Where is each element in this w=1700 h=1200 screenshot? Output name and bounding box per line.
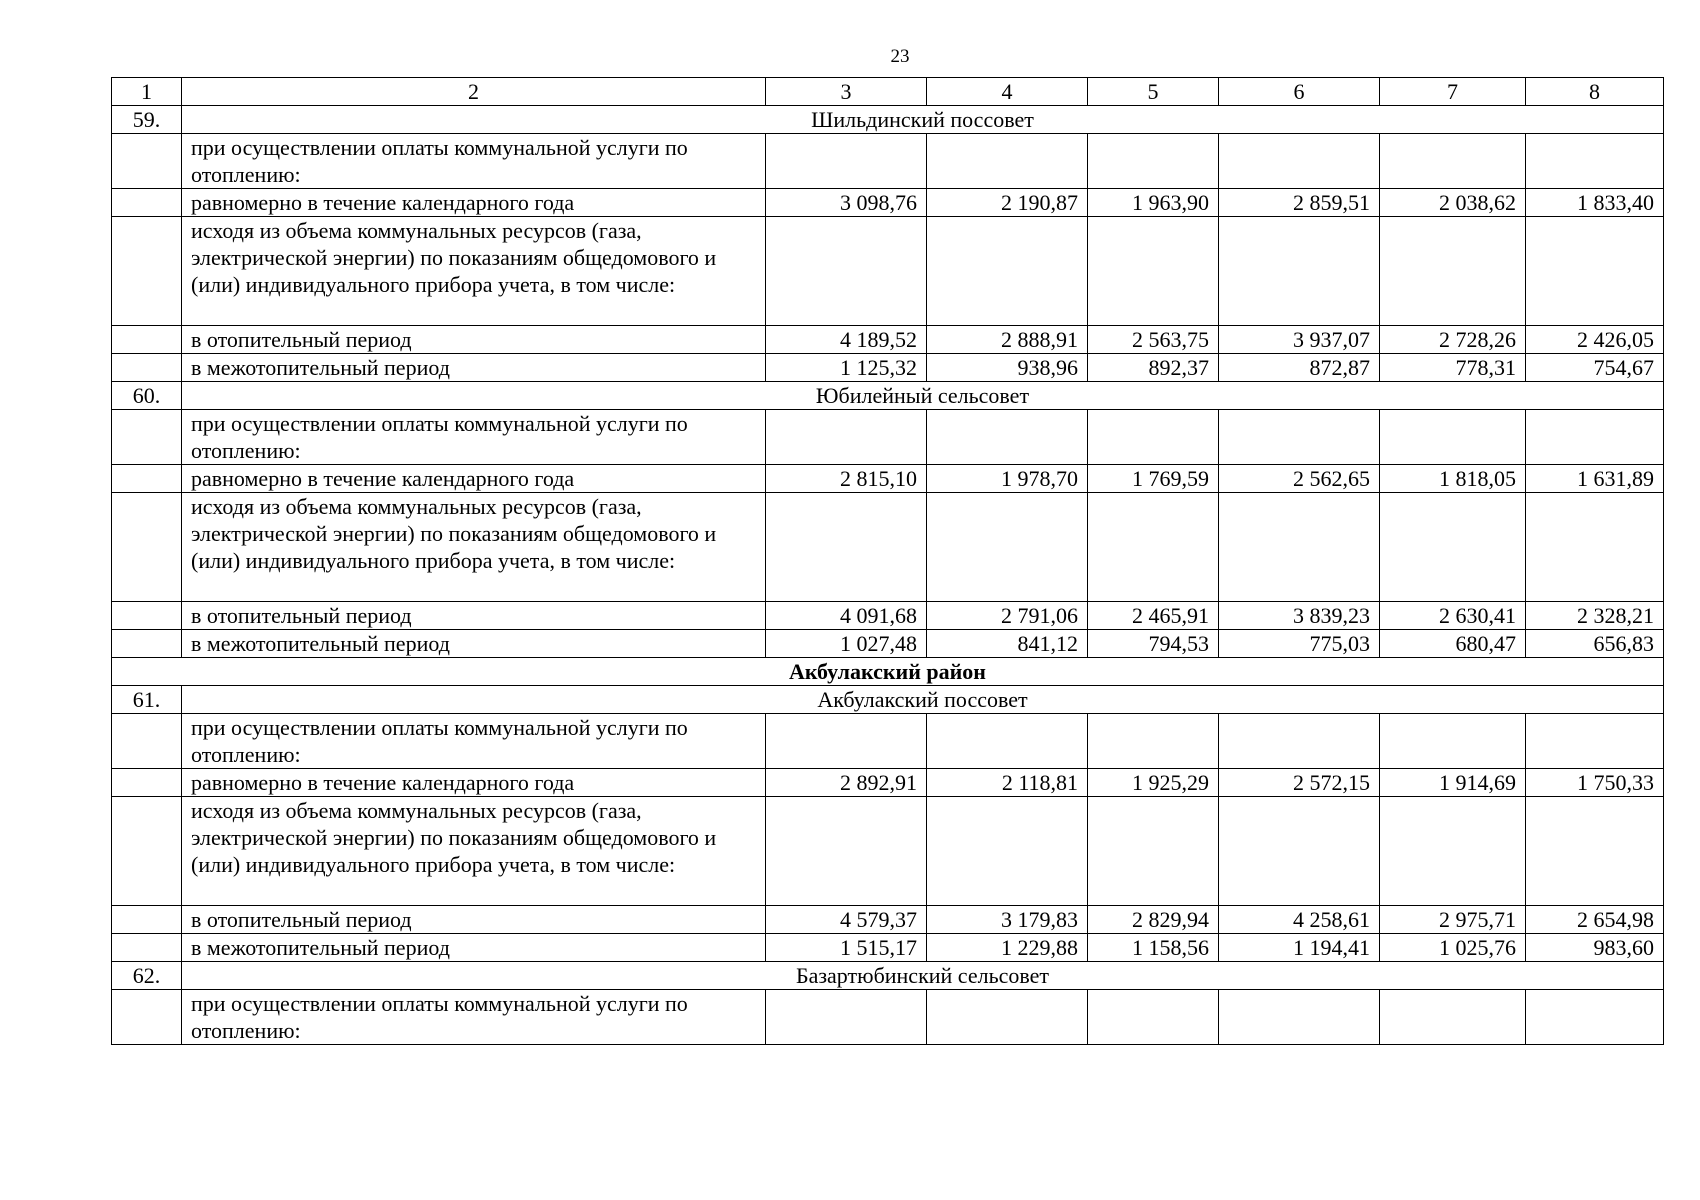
empty-value-cell bbox=[766, 990, 927, 1045]
row-index: 60. bbox=[112, 382, 182, 410]
empty-value-cell bbox=[1088, 990, 1219, 1045]
empty-index-cell bbox=[112, 354, 182, 382]
empty-index-cell bbox=[112, 134, 182, 189]
table-row bbox=[112, 189, 1664, 217]
empty-value-cell bbox=[1219, 410, 1380, 465]
table-row bbox=[112, 630, 1664, 658]
row-label: исходя из объема коммунальных ресурсов (газа, электрической энергии) по показаниям общедомового и (или) индивидуального прибора учета, в том числе: bbox=[182, 217, 766, 326]
settlement-row bbox=[112, 382, 1664, 410]
value-cell: 1 833,40 bbox=[1526, 189, 1664, 217]
empty-index-cell bbox=[112, 797, 182, 906]
value-cell: 754,67 bbox=[1526, 354, 1664, 382]
value-cell: 2 563,75 bbox=[1088, 326, 1219, 354]
value-cell: 983,60 bbox=[1526, 934, 1664, 962]
row-label: при осуществлении оплаты коммунальной услуги по отоплению: bbox=[182, 410, 766, 465]
column-number-cell: 4 bbox=[927, 78, 1088, 106]
value-cell: 1 978,70 bbox=[927, 465, 1088, 493]
empty-value-cell bbox=[1526, 410, 1664, 465]
value-cell: 1 818,05 bbox=[1380, 465, 1526, 493]
empty-value-cell bbox=[927, 990, 1088, 1045]
value-cell: 2 426,05 bbox=[1526, 326, 1664, 354]
column-number-row bbox=[112, 78, 1664, 106]
settlement-row bbox=[112, 686, 1664, 714]
empty-value-cell bbox=[1526, 217, 1664, 326]
value-cell: 892,37 bbox=[1088, 354, 1219, 382]
value-cell: 3 937,07 bbox=[1219, 326, 1380, 354]
settlement-row bbox=[112, 962, 1664, 990]
row-label: при осуществлении оплаты коммунальной услуги по отоплению: bbox=[182, 990, 766, 1045]
column-number-cell: 8 bbox=[1526, 78, 1664, 106]
empty-value-cell bbox=[766, 493, 927, 602]
row-label: в отопительный период bbox=[182, 326, 766, 354]
empty-value-cell bbox=[927, 410, 1088, 465]
empty-value-cell bbox=[1380, 990, 1526, 1045]
empty-value-cell bbox=[1219, 134, 1380, 189]
value-cell: 2 465,91 bbox=[1088, 602, 1219, 630]
table-row bbox=[112, 326, 1664, 354]
empty-index-cell bbox=[112, 714, 182, 769]
row-label: равномерно в течение календарного года bbox=[182, 769, 766, 797]
description-row bbox=[112, 134, 1664, 189]
row-label: при осуществлении оплаты коммунальной услуги по отоплению: bbox=[182, 134, 766, 189]
empty-value-cell bbox=[766, 714, 927, 769]
empty-index-cell bbox=[112, 630, 182, 658]
empty-value-cell bbox=[927, 217, 1088, 326]
empty-value-cell bbox=[927, 797, 1088, 906]
empty-value-cell bbox=[1088, 493, 1219, 602]
value-cell: 1 914,69 bbox=[1380, 769, 1526, 797]
empty-index-cell bbox=[112, 189, 182, 217]
value-cell: 778,31 bbox=[1380, 354, 1526, 382]
empty-value-cell bbox=[1380, 714, 1526, 769]
value-cell: 1 750,33 bbox=[1526, 769, 1664, 797]
value-cell: 2 829,94 bbox=[1088, 906, 1219, 934]
empty-value-cell bbox=[766, 797, 927, 906]
description-row bbox=[112, 990, 1664, 1045]
description-row bbox=[112, 410, 1664, 465]
value-cell: 3 839,23 bbox=[1219, 602, 1380, 630]
value-cell: 2 728,26 bbox=[1380, 326, 1526, 354]
value-cell: 656,83 bbox=[1526, 630, 1664, 658]
empty-value-cell bbox=[1380, 217, 1526, 326]
empty-value-cell bbox=[1219, 493, 1380, 602]
value-cell: 2 630,41 bbox=[1380, 602, 1526, 630]
empty-value-cell bbox=[1526, 714, 1664, 769]
value-cell: 4 189,52 bbox=[766, 326, 927, 354]
empty-value-cell bbox=[1380, 134, 1526, 189]
empty-value-cell bbox=[1219, 714, 1380, 769]
value-cell: 2 654,98 bbox=[1526, 906, 1664, 934]
column-number-cell: 5 bbox=[1088, 78, 1219, 106]
table-row bbox=[112, 354, 1664, 382]
value-cell: 1 515,17 bbox=[766, 934, 927, 962]
row-label: в отопительный период bbox=[182, 906, 766, 934]
column-number-cell: 6 bbox=[1219, 78, 1380, 106]
value-cell: 2 892,91 bbox=[766, 769, 927, 797]
value-cell: 2 038,62 bbox=[1380, 189, 1526, 217]
empty-value-cell bbox=[1526, 134, 1664, 189]
empty-value-cell bbox=[1526, 797, 1664, 906]
value-cell: 3 098,76 bbox=[766, 189, 927, 217]
value-cell: 2 815,10 bbox=[766, 465, 927, 493]
column-number-cell: 7 bbox=[1380, 78, 1526, 106]
district-row bbox=[112, 658, 1664, 686]
value-cell: 1 769,59 bbox=[1088, 465, 1219, 493]
value-cell: 2 888,91 bbox=[927, 326, 1088, 354]
empty-value-cell bbox=[1380, 797, 1526, 906]
page-number: 23 bbox=[890, 46, 910, 67]
description-row bbox=[112, 217, 1664, 326]
empty-index-cell bbox=[112, 602, 182, 630]
row-label: в межотопительный период bbox=[182, 630, 766, 658]
value-cell: 775,03 bbox=[1219, 630, 1380, 658]
value-cell: 841,12 bbox=[927, 630, 1088, 658]
value-cell: 1 925,29 bbox=[1088, 769, 1219, 797]
settlement-name: Шильдинский поссовет bbox=[182, 106, 1664, 134]
empty-index-cell bbox=[112, 493, 182, 602]
row-index: 59. bbox=[112, 106, 182, 134]
empty-index-cell bbox=[112, 990, 182, 1045]
value-cell: 2 328,21 bbox=[1526, 602, 1664, 630]
empty-value-cell bbox=[1526, 990, 1664, 1045]
empty-value-cell bbox=[927, 493, 1088, 602]
value-cell: 4 091,68 bbox=[766, 602, 927, 630]
row-label: равномерно в течение календарного года bbox=[182, 465, 766, 493]
empty-value-cell bbox=[1219, 797, 1380, 906]
empty-index-cell bbox=[112, 934, 182, 962]
empty-index-cell bbox=[112, 769, 182, 797]
row-label: равномерно в течение календарного года bbox=[182, 189, 766, 217]
empty-index-cell bbox=[112, 410, 182, 465]
table-row bbox=[112, 465, 1664, 493]
value-cell: 1 125,32 bbox=[766, 354, 927, 382]
district-name: Акбулакский район bbox=[112, 658, 1664, 686]
row-index: 61. bbox=[112, 686, 182, 714]
value-cell: 794,53 bbox=[1088, 630, 1219, 658]
empty-value-cell bbox=[1088, 714, 1219, 769]
empty-value-cell bbox=[766, 134, 927, 189]
description-row bbox=[112, 714, 1664, 769]
empty-index-cell bbox=[112, 326, 182, 354]
empty-value-cell bbox=[1219, 990, 1380, 1045]
table-row bbox=[112, 934, 1664, 962]
table-row bbox=[112, 769, 1664, 797]
value-cell: 3 179,83 bbox=[927, 906, 1088, 934]
value-cell: 872,87 bbox=[1219, 354, 1380, 382]
value-cell: 2 572,15 bbox=[1219, 769, 1380, 797]
column-number-cell: 1 bbox=[112, 78, 182, 106]
empty-index-cell bbox=[112, 217, 182, 326]
empty-value-cell bbox=[1380, 410, 1526, 465]
empty-value-cell bbox=[1088, 134, 1219, 189]
empty-value-cell bbox=[927, 134, 1088, 189]
value-cell: 2 859,51 bbox=[1219, 189, 1380, 217]
empty-value-cell bbox=[927, 714, 1088, 769]
row-label: в межотопительный период bbox=[182, 934, 766, 962]
column-number-cell: 2 bbox=[182, 78, 766, 106]
value-cell: 1 158,56 bbox=[1088, 934, 1219, 962]
empty-value-cell bbox=[1088, 410, 1219, 465]
empty-value-cell bbox=[1219, 217, 1380, 326]
value-cell: 2 118,81 bbox=[927, 769, 1088, 797]
empty-index-cell bbox=[112, 465, 182, 493]
empty-value-cell bbox=[1380, 493, 1526, 602]
row-label: в отопительный период bbox=[182, 602, 766, 630]
value-cell: 4 258,61 bbox=[1219, 906, 1380, 934]
row-label: исходя из объема коммунальных ресурсов (газа, электрической энергии) по показаниям общедомового и (или) индивидуального прибора учета, в том числе: bbox=[182, 493, 766, 602]
value-cell: 2 791,06 bbox=[927, 602, 1088, 630]
value-cell: 4 579,37 bbox=[766, 906, 927, 934]
row-label: в межотопительный период bbox=[182, 354, 766, 382]
value-cell: 1 027,48 bbox=[766, 630, 927, 658]
value-cell: 1 963,90 bbox=[1088, 189, 1219, 217]
empty-value-cell bbox=[766, 217, 927, 326]
settlement-name: Акбулакский поссовет bbox=[182, 686, 1664, 714]
row-label: при осуществлении оплаты коммунальной услуги по отоплению: bbox=[182, 714, 766, 769]
value-cell: 1 025,76 bbox=[1380, 934, 1526, 962]
empty-value-cell bbox=[1088, 797, 1219, 906]
empty-value-cell bbox=[1088, 217, 1219, 326]
value-cell: 2 975,71 bbox=[1380, 906, 1526, 934]
value-cell: 1 229,88 bbox=[927, 934, 1088, 962]
row-index: 62. bbox=[112, 962, 182, 990]
tariff-table bbox=[111, 77, 1664, 1045]
row-label: исходя из объема коммунальных ресурсов (газа, электрической энергии) по показаниям общедомового и (или) индивидуального прибора учета, в том числе: bbox=[182, 797, 766, 906]
empty-value-cell bbox=[766, 410, 927, 465]
table-row bbox=[112, 602, 1664, 630]
settlement-row bbox=[112, 106, 1664, 134]
empty-value-cell bbox=[1526, 493, 1664, 602]
table-row bbox=[112, 906, 1664, 934]
value-cell: 938,96 bbox=[927, 354, 1088, 382]
settlement-name: Базартюбинский сельсовет bbox=[182, 962, 1664, 990]
empty-index-cell bbox=[112, 906, 182, 934]
value-cell: 2 562,65 bbox=[1219, 465, 1380, 493]
description-row bbox=[112, 493, 1664, 602]
column-number-cell: 3 bbox=[766, 78, 927, 106]
settlement-name: Юбилейный сельсовет bbox=[182, 382, 1664, 410]
value-cell: 2 190,87 bbox=[927, 189, 1088, 217]
value-cell: 680,47 bbox=[1380, 630, 1526, 658]
value-cell: 1 194,41 bbox=[1219, 934, 1380, 962]
value-cell: 1 631,89 bbox=[1526, 465, 1664, 493]
description-row bbox=[112, 797, 1664, 906]
